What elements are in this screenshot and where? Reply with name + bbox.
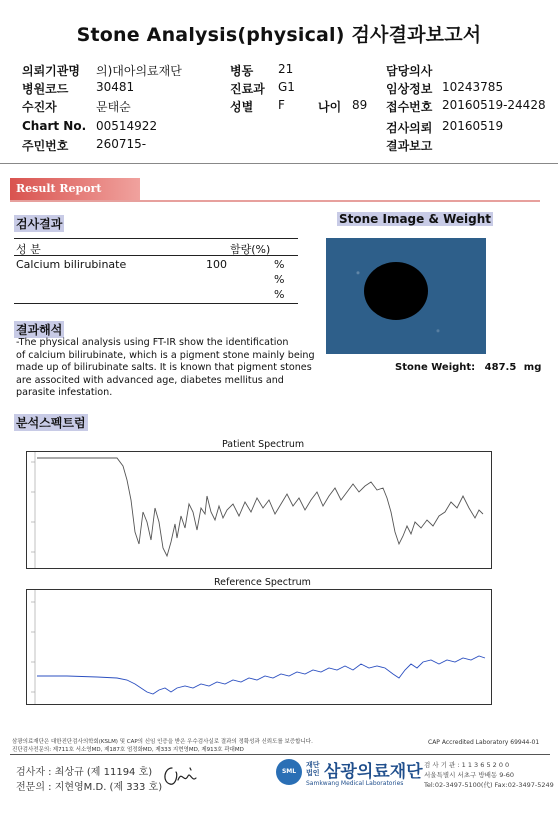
- clinical-label: 임상정보: [386, 82, 433, 96]
- recipient-value: 문태순: [96, 100, 131, 114]
- accreditation-line: 삼광의료재단은 대한진단검사의학회(KSLM) 및 CAP의 신임 인증을 받은 우수검사실로 결과의 정확성과 신뢰도를 보증합니다.: [12, 739, 313, 745]
- interpretation-line: parasite infestation.: [16, 387, 113, 398]
- reception-label: 접수번호: [386, 100, 433, 114]
- age-label: 나이: [318, 100, 342, 114]
- component-table: [14, 238, 298, 304]
- interpretation-text: [16, 337, 316, 400]
- request-value: 20160519: [442, 119, 504, 133]
- component-name: Calcium bilirubinate: [16, 258, 127, 271]
- logo-tag: [306, 761, 320, 777]
- address-line: 검 사 기 관 : 1 1 3 6 5 2 0 0: [424, 761, 510, 769]
- hospital-code-value: 30481: [96, 80, 135, 94]
- recipient-label: 수진자: [22, 100, 57, 114]
- component-unit: %: [274, 273, 285, 286]
- result-report-rule: [10, 200, 540, 202]
- dept-value: G1: [278, 80, 295, 94]
- stone-weight-value: 487.5: [484, 362, 517, 373]
- sex-value: F: [278, 98, 285, 112]
- stone-weight: [395, 362, 541, 373]
- stone-weight-unit: mg: [523, 362, 542, 373]
- org-address: [424, 760, 554, 790]
- org-logo: [276, 757, 423, 793]
- reference-spectrum-chart: [26, 589, 492, 705]
- ward-value: 21: [278, 62, 294, 76]
- hospital-code-label: 병원코드: [22, 82, 69, 96]
- patient-spectrum-plot: [27, 452, 491, 568]
- result-report-tab: Result Report: [10, 178, 140, 200]
- report-title: Stone Analysis(physical) 검사결과보고서: [76, 24, 482, 46]
- handwritten-signature: [160, 762, 200, 794]
- resident-value: 260715-: [96, 137, 147, 151]
- stone-image: [326, 238, 486, 354]
- component-table-header: [14, 238, 298, 256]
- component-unit: %: [274, 258, 285, 271]
- table-row: [14, 286, 298, 304]
- age-value: 89: [352, 98, 368, 112]
- header-divider: [0, 163, 558, 164]
- logo-mark: SML: [276, 759, 302, 785]
- chart-label: Chart No.: [22, 119, 87, 133]
- org-name: 삼광의료재단: [324, 762, 423, 782]
- interpretation-line: of calcium bilirubinate, which is a pigment stone mainly being: [16, 349, 315, 361]
- patient-spectrum-chart: [26, 451, 492, 569]
- stone-photo: [364, 262, 428, 320]
- dept-label: 진료과: [230, 82, 265, 96]
- institution-row: [22, 62, 80, 79]
- component-unit: %: [274, 288, 285, 301]
- reference-spectrum-plot: [27, 590, 491, 704]
- signature-scribble: [160, 762, 200, 790]
- component-header: 성 분: [16, 243, 41, 256]
- institution-label: 의뢰기관명: [22, 64, 80, 78]
- interpretation-line: made up of bilirubinate salts. It is known that pigment stones: [16, 362, 312, 373]
- interpretation-heading: 결과해석: [16, 323, 63, 337]
- org-english-name: Samkwang Medical Laboratories: [306, 780, 404, 787]
- sex-label: 성별: [230, 100, 254, 114]
- logo-tag-line: 재단: [306, 761, 320, 769]
- clinical-value: 10243785: [442, 80, 504, 94]
- examiner: 검사자 : 최상규 (제 11194 호): [16, 767, 153, 778]
- reference-spectrum-title: Reference Spectrum: [214, 577, 311, 588]
- patient-spectrum-title: Patient Spectrum: [222, 439, 305, 450]
- reception-value: 20160519-24428: [442, 98, 546, 112]
- table-row: [14, 256, 298, 271]
- interpretation-line: are associted with advanced age, diabetes mellitus and: [16, 374, 284, 386]
- ward-label: 병동: [230, 64, 254, 78]
- interpretation-line: -The physical analysis using FT-IR show the identification: [16, 337, 289, 348]
- test-result-heading: 검사결과: [16, 217, 63, 231]
- accreditation-line: 진단검사전문의: 제711호 서소영MD, 제187호 엄정화MD, 제333 지현영MD, 제913호 곽대MD: [12, 747, 244, 753]
- component-value: 100: [206, 258, 227, 271]
- report-label: 결과보고: [386, 139, 433, 153]
- table-row: [14, 271, 298, 286]
- content-header: 함량(%): [230, 243, 271, 256]
- footer-divider: [10, 754, 550, 755]
- signers: [16, 765, 162, 795]
- logo-tag-line: 법인: [306, 769, 320, 777]
- address-line: 서울특별시 서초구 방배동 9-60: [424, 771, 515, 779]
- specialist: 전문의 : 지현영M.D. (제 333 호): [16, 782, 163, 793]
- chart-value: 00514922: [96, 119, 158, 133]
- request-label: 검사의뢰: [386, 121, 433, 135]
- spectrum-heading: 분석스펙트럼: [16, 416, 86, 430]
- stone-weight-label: Stone Weight:: [395, 362, 476, 373]
- resident-label: 주민번호: [22, 139, 69, 153]
- institution-value: 의)대아의료재단: [96, 64, 182, 78]
- cap-accreditation: CAP Accredited Laboratory 69944-01: [428, 739, 540, 746]
- stone-heading: Stone Image & Weight: [339, 212, 492, 226]
- address-line: Tel:02-3497-5100(代) Fax:02-3497-5249: [424, 781, 554, 789]
- doctor-label: 담당의사: [386, 64, 433, 78]
